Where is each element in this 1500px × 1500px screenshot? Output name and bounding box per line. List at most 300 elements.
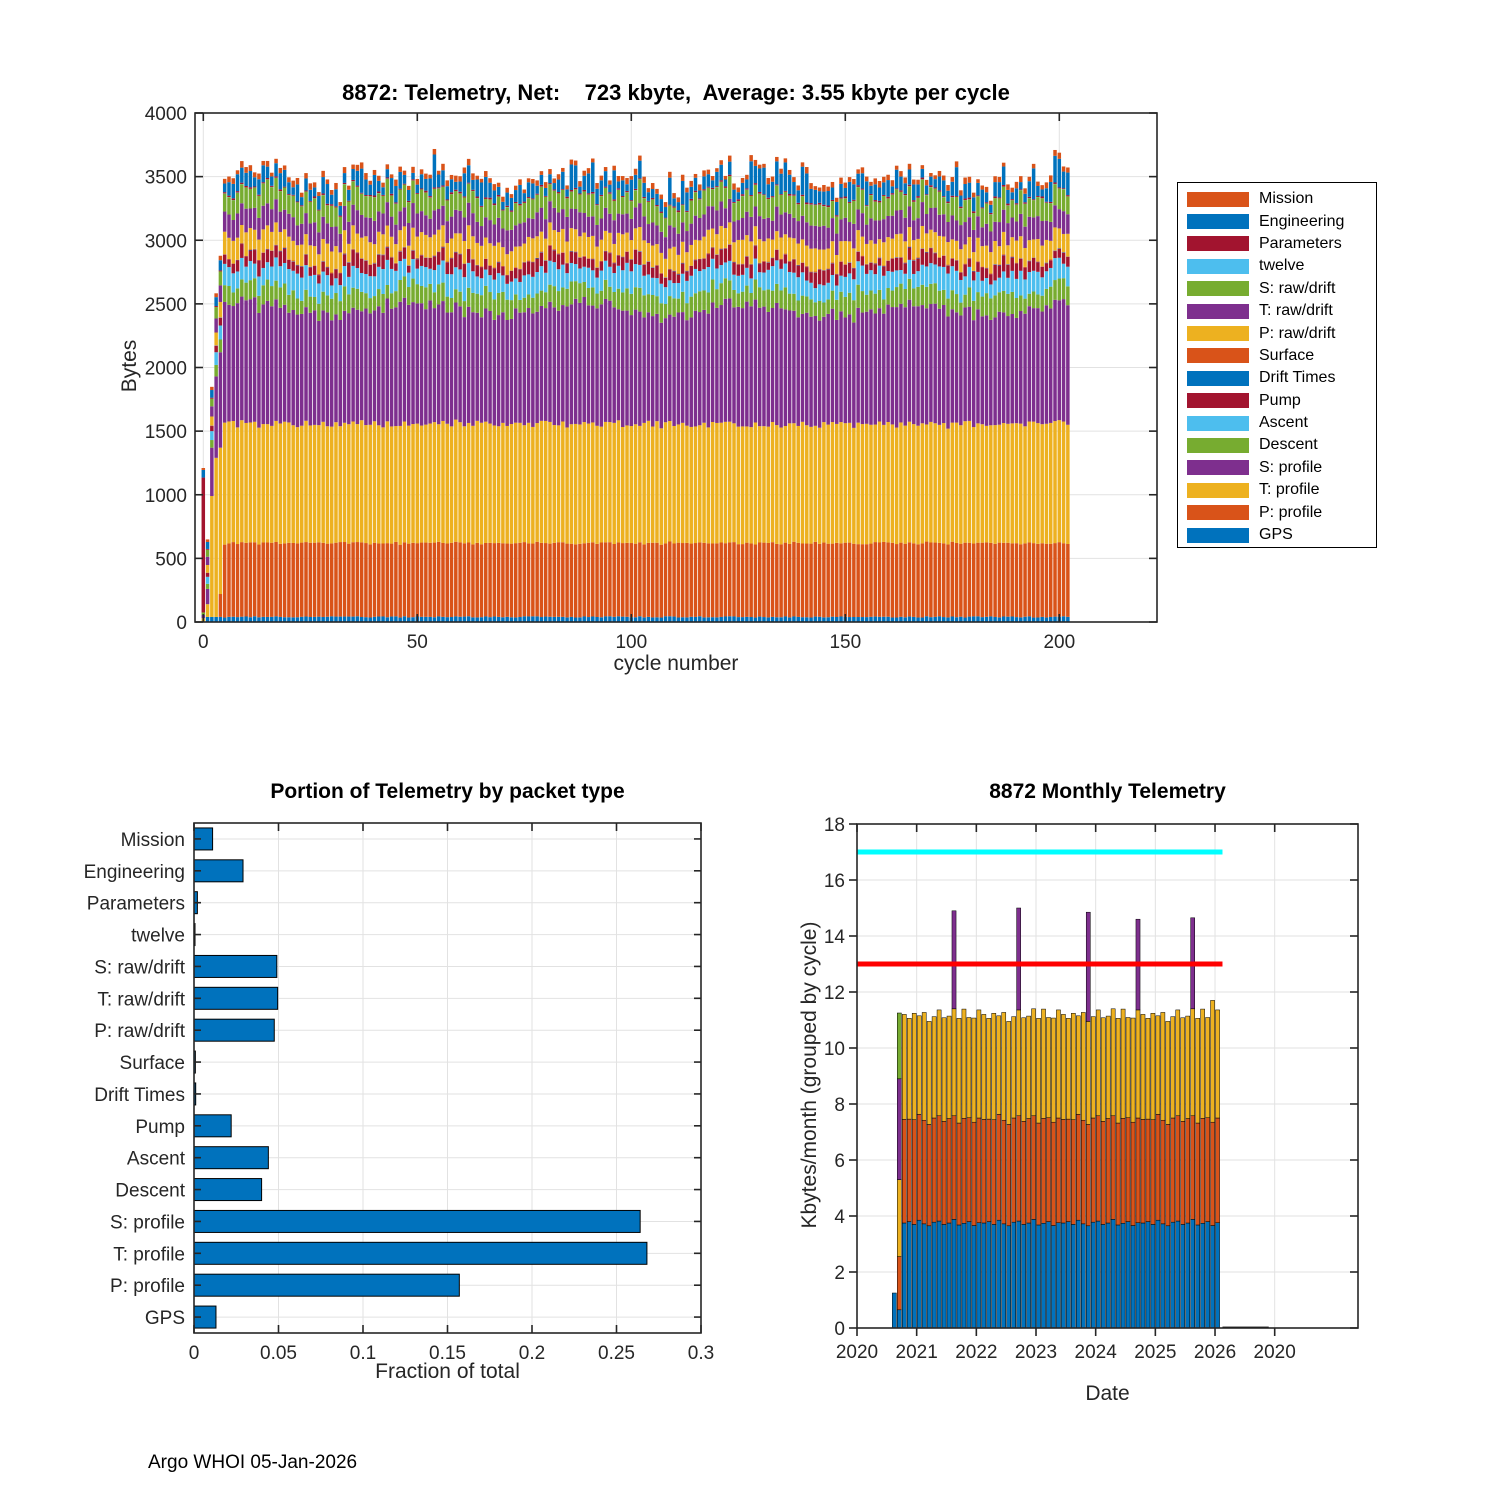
bar-segment-P: profile — [565, 544, 569, 618]
bar-segment-Engineering — [441, 170, 445, 185]
bar-segment-P: profile — [916, 544, 920, 617]
bar-segment-S: raw/drift — [694, 192, 698, 215]
bar-segment-S: profile — [334, 314, 338, 422]
bar-segment-T: profile — [1049, 423, 1053, 544]
bar-segment-S: profile — [741, 308, 745, 426]
fraction-bar-T: profile — [194, 1242, 647, 1264]
bar-segment-Surface — [561, 252, 565, 253]
bar-segment-P: profile — [544, 543, 548, 617]
bar-segment-Ascent — [309, 276, 313, 297]
bar-segment-P: profile — [681, 543, 685, 617]
bar-segment-Parameters — [313, 196, 317, 198]
bar-segment-Pump — [818, 270, 822, 285]
bar-segment-P: raw/drift — [955, 241, 959, 260]
bar-segment-T: raw/drift — [1019, 214, 1023, 236]
bar-segment-Parameters — [356, 186, 360, 187]
bar-segment-P: profile — [398, 545, 402, 618]
bar-segment-S: profile — [698, 312, 702, 425]
bar-segment-S: raw/drift — [959, 208, 963, 225]
bar-segment-T: profile — [861, 424, 865, 544]
bar-segment-P: profile — [814, 542, 818, 617]
bar-segment-P: profile — [428, 543, 432, 617]
bar-segment-Pump — [916, 259, 920, 272]
bar-segment-Parameters — [1040, 196, 1044, 198]
month-bar-segment — [1191, 1009, 1195, 1116]
bar-segment-Parameters — [540, 185, 544, 187]
bar-segment-Parameters — [942, 196, 946, 197]
bar-segment-T: raw/drift — [681, 222, 685, 241]
bar-segment-Pump — [1036, 262, 1040, 272]
bar-segment-T: raw/drift — [240, 203, 244, 225]
bar-segment-Pump — [814, 273, 818, 288]
bar-segment-Parameters — [741, 194, 745, 196]
bar-segment-Surface — [719, 248, 723, 249]
bar-segment-S: raw/drift — [809, 205, 813, 226]
month-bar-segment — [1007, 1021, 1011, 1124]
bar-segment-Ascent — [514, 278, 518, 294]
bar-segment-S: profile — [660, 323, 664, 429]
bar-segment-Parameters — [831, 200, 835, 201]
bar-segment-Parameters — [227, 196, 231, 197]
bar-segment-Parameters — [865, 205, 869, 206]
bar-segment-P: raw/drift — [510, 251, 513, 270]
bar-segment-P: profile — [724, 543, 728, 616]
bar-segment-S: profile — [446, 313, 450, 424]
bar-segment-Descent — [929, 284, 933, 304]
bar-segment-S: profile — [339, 320, 343, 426]
x-tick-label: 2025 — [1134, 1342, 1177, 1363]
bar-segment-Mission — [411, 167, 415, 173]
bar-segment-S: raw/drift — [1002, 187, 1006, 210]
bar-segment-P: raw/drift — [651, 246, 655, 268]
bar-segment-S: profile — [484, 308, 488, 421]
bar-segment-Mission — [540, 171, 544, 175]
bar-segment-Mission — [544, 182, 548, 188]
month-bar-segment — [1141, 1014, 1145, 1119]
bar-segment-Mission — [561, 168, 565, 172]
bar-segment-GPS — [544, 617, 548, 622]
bar-segment-S: profile — [711, 302, 715, 422]
bar-segment-Engineering — [724, 179, 728, 186]
bar-segment-Pump — [364, 261, 368, 274]
bar-segment-P: raw/drift — [784, 234, 788, 253]
bar-segment-Mission — [933, 175, 937, 179]
bar-segment-Pump — [963, 264, 967, 276]
bar-segment-Mission — [655, 189, 659, 194]
bar-segment-Parameters — [206, 549, 210, 550]
bar-segment-S: raw/drift — [715, 187, 719, 210]
fraction-bar-S: profile — [194, 1210, 640, 1232]
bar-segment-Descent — [368, 298, 372, 313]
bar-segment-P: profile — [274, 542, 278, 616]
bar-segment-T: raw/drift — [732, 222, 736, 243]
bar-segment-Engineering — [903, 183, 907, 194]
bar-segment-Parameters — [796, 203, 800, 204]
bar-segment-Descent — [253, 278, 257, 297]
bar-segment-Parameters — [279, 189, 283, 191]
bar-segment-Ascent — [651, 278, 655, 295]
bar-segment-T: profile — [805, 425, 809, 543]
bar-segment-Descent — [531, 298, 535, 314]
legend-swatch — [1187, 281, 1249, 296]
bar-segment-S: profile — [942, 305, 946, 423]
bar-segment-Descent — [1028, 294, 1032, 306]
month-bar-segment — [1051, 1226, 1055, 1328]
legend-label: P: raw/drift — [1259, 324, 1336, 342]
bar-segment-P: profile — [240, 542, 244, 617]
bar-segment-P: profile — [1040, 543, 1044, 617]
x-tick-label: 200 — [1043, 632, 1076, 653]
bar-segment-P: raw/drift — [814, 248, 818, 271]
bar-segment-S: raw/drift — [891, 195, 895, 216]
bar-segment-T: profile — [942, 423, 946, 543]
bar-segment-P: profile — [634, 544, 638, 618]
bar-segment-GPS — [608, 616, 612, 622]
bar-segment-Mission — [497, 183, 501, 187]
bar-segment-Mission — [463, 168, 467, 174]
bar-segment-Pump — [518, 269, 522, 282]
bar-segment-Descent — [1045, 289, 1049, 305]
bar-segment-S: profile — [998, 312, 1002, 425]
month-bar-segment — [1146, 1222, 1150, 1328]
bar-segment-P: raw/drift — [240, 225, 244, 243]
bar-segment-Ascent — [660, 284, 664, 304]
bar-segment-Descent — [514, 294, 518, 308]
bar-segment-P: raw/drift — [788, 237, 792, 261]
bar-segment-P: raw/drift — [677, 255, 681, 274]
bar-segment-S: profile — [754, 300, 758, 423]
bar-segment-S: profile — [642, 317, 646, 422]
month-bar-segment — [937, 1010, 941, 1116]
bar-segment-P: profile — [484, 543, 488, 616]
bar-segment-P: raw/drift — [527, 237, 531, 261]
month-bar-segment — [997, 1220, 1001, 1328]
bar-segment-Descent — [236, 288, 240, 303]
bar-segment-T: profile — [758, 426, 762, 542]
bar-segment-P: raw/drift — [565, 242, 569, 263]
bar-segment-Engineering — [719, 165, 723, 180]
bar-segment-P: profile — [899, 543, 903, 617]
month-bar-segment — [1176, 1010, 1180, 1116]
bar-segment-T: raw/drift — [386, 202, 390, 225]
bar-segment-Surface — [574, 251, 578, 252]
bar-segment-Mission — [266, 161, 270, 167]
bar-segment-Surface — [390, 257, 394, 258]
bar-segment-T: profile — [433, 422, 437, 542]
bar-segment-S: raw/drift — [651, 200, 655, 223]
bar-segment-Engineering — [600, 180, 604, 195]
bar-segment-P: raw/drift — [959, 249, 963, 272]
bar-segment-S: raw/drift — [882, 196, 886, 219]
bar-segment-Parameters — [274, 176, 278, 177]
bar-segment-Engineering — [856, 174, 860, 186]
month-bar-segment — [1146, 1018, 1150, 1119]
bar-segment-Ascent — [600, 271, 604, 291]
y-tick-label: 10 — [823, 1039, 845, 1060]
bar-segment-Mission — [351, 165, 355, 169]
bar-segment-P: raw/drift — [719, 226, 723, 248]
bar-segment-Descent — [630, 294, 634, 315]
bar-segment-Descent — [844, 297, 848, 318]
bar-segment-Mission — [274, 159, 278, 163]
bar-segment-S: profile — [591, 306, 595, 423]
bar-segment-Parameters — [638, 178, 642, 179]
bar-segment-Ascent — [420, 266, 424, 286]
bar-segment-Parameters — [694, 191, 698, 192]
bar-segment-P: profile — [865, 544, 869, 617]
bar-segment-Pump — [227, 259, 231, 267]
bar-segment-P: profile — [257, 545, 261, 618]
bar-segment-S: raw/drift — [989, 214, 993, 231]
bar-segment-Surface — [767, 262, 771, 263]
bar-segment-P: profile — [1045, 544, 1049, 618]
bar-segment-Engineering — [454, 182, 458, 190]
month-bar-segment — [1106, 1016, 1110, 1118]
month-bar-segment — [1211, 1122, 1215, 1225]
bar-segment-Pump — [266, 249, 270, 262]
bar-segment-Surface — [779, 259, 783, 260]
y-tick-label: 500 — [155, 549, 187, 571]
bar-segment-S: raw/drift — [737, 201, 741, 220]
bar-segment-Surface — [321, 261, 325, 262]
bar-segment-Parameters — [916, 196, 920, 198]
bar-segment-Descent — [946, 299, 950, 317]
legend-item-mission — [1178, 188, 1376, 210]
bar-segment-Pump — [313, 266, 317, 275]
bar-segment-S: raw/drift — [561, 190, 565, 209]
bar-segment-Surface — [737, 264, 741, 265]
category-label: S: profile — [110, 1212, 185, 1234]
bar-segment-S: profile — [651, 316, 655, 426]
bar-segment-P: raw/drift — [1053, 227, 1057, 250]
bar-segment-Mission — [719, 160, 723, 165]
month-bar-segment — [1131, 1122, 1135, 1225]
bar-segment-S: profile — [488, 311, 492, 424]
bar-segment-Descent — [796, 301, 800, 318]
bar-segment-Parameters — [202, 478, 206, 613]
bar-segment-Descent — [732, 290, 736, 307]
bar-segment-P: raw/drift — [343, 230, 347, 253]
bar-segment-Pump — [903, 263, 907, 274]
bar-segment-Ascent — [749, 278, 753, 293]
bar-segment-Ascent — [968, 267, 972, 288]
bar-segment-S: raw/drift — [933, 189, 937, 208]
bar-segment-S: raw/drift — [814, 205, 818, 226]
bar-segment-P: profile — [852, 544, 856, 617]
bar-segment-S: raw/drift — [647, 202, 651, 224]
month-bar-segment — [1216, 1118, 1220, 1223]
bar-segment-Mission — [574, 161, 578, 166]
bar-segment-Parameters — [852, 200, 856, 201]
bar-segment-Pump — [433, 256, 437, 270]
month-bar-segment — [1131, 1226, 1135, 1328]
bar-segment-Mission — [296, 178, 300, 184]
bar-segment-Mission — [484, 171, 488, 177]
bar-segment-Pump — [981, 267, 985, 281]
bar-segment-Ascent — [416, 269, 420, 285]
bar-segment-GPS — [377, 617, 381, 622]
bar-segment-P: profile — [835, 543, 839, 617]
bar-segment-Descent — [334, 293, 338, 314]
portion-chart-xlabel: Fraction of total — [375, 1360, 520, 1383]
bar-segment-S: profile — [749, 306, 753, 427]
bar-segment-Mission — [865, 177, 869, 182]
bar-segment-Engineering — [557, 180, 561, 192]
bar-segment-S: profile — [535, 312, 539, 423]
bar-segment-P: profile — [668, 541, 672, 616]
bar-segment-Surface — [411, 250, 415, 251]
bar-segment-Ascent — [240, 258, 244, 279]
month-bar-segment — [1036, 1225, 1040, 1328]
bar-segment-P: profile — [1023, 543, 1027, 616]
bar-segment-Descent — [493, 299, 497, 319]
bar-segment-Descent — [762, 290, 766, 306]
bar-segment-P: raw/drift — [266, 225, 270, 248]
month-bar-segment — [1196, 1123, 1200, 1225]
bar-segment-Ascent — [210, 431, 214, 440]
bar-segment-T: raw/drift — [334, 227, 338, 247]
bar-segment-Mission — [839, 178, 843, 184]
bar-segment-Pump — [621, 257, 625, 270]
bar-segment-Parameters — [446, 199, 450, 200]
bar-segment-T: profile — [428, 424, 432, 543]
bar-segment-P: profile — [715, 543, 719, 617]
bar-segment-Engineering — [574, 165, 578, 188]
bar-segment-P: raw/drift — [668, 249, 672, 270]
bar-segment-T: raw/drift — [291, 217, 295, 241]
bar-segment-S: profile — [963, 307, 967, 421]
bar-segment-T: raw/drift — [878, 220, 882, 239]
bar-segment-Pump — [822, 271, 826, 286]
bar-segment-Engineering — [467, 165, 471, 182]
bar-segment-T: profile — [390, 426, 394, 543]
bar-segment-Descent — [416, 284, 420, 303]
bar-segment-S: profile — [874, 313, 878, 424]
bar-segment-Engineering — [373, 175, 377, 196]
bar-segment-Engineering — [1006, 190, 1010, 204]
bar-segment-T: profile — [835, 424, 839, 543]
bar-segment-Parameters — [411, 179, 415, 180]
bar-segment-Parameters — [608, 192, 612, 193]
y-tick-label: 2500 — [144, 294, 187, 316]
bar-segment-Engineering — [651, 189, 655, 198]
bar-segment-Pump — [681, 263, 685, 273]
bar-segment-Pump — [938, 258, 942, 267]
bar-segment-S: profile — [467, 307, 471, 423]
bar-segment-T: profile — [981, 424, 985, 542]
bar-segment-P: raw/drift — [467, 225, 471, 249]
bar-segment-P: profile — [921, 543, 925, 617]
bar-segment-Parameters — [463, 196, 467, 197]
bar-segment-Engineering — [463, 173, 467, 196]
portion-chart-title: Portion of Telemetry by packet type — [270, 780, 625, 803]
bar-segment-S: profile — [475, 313, 479, 421]
bar-segment-S: raw/drift — [386, 179, 390, 202]
bar-segment-S: raw/drift — [1010, 200, 1014, 217]
bar-segment-Engineering — [287, 182, 291, 194]
bar-segment-Engineering — [805, 173, 809, 202]
bar-segment-T: profile — [364, 425, 368, 543]
bar-segment-S: profile — [531, 313, 535, 427]
bar-segment-S: raw/drift — [625, 192, 629, 213]
bar-segment-T: raw/drift — [420, 211, 424, 232]
bar-segment-Ascent — [711, 259, 715, 280]
bar-segment-P: profile — [317, 542, 321, 616]
bar-segment-Descent — [471, 293, 475, 312]
bar-segment-Engineering — [981, 190, 985, 208]
bar-segment-Pump — [535, 258, 539, 272]
bar-segment-Parameters — [386, 177, 390, 178]
bar-segment-Descent — [689, 297, 693, 318]
bar-segment-GPS — [304, 617, 308, 622]
bar-segment-Parameters — [655, 205, 659, 206]
bar-segment-T: raw/drift — [869, 218, 873, 240]
bar-segment-T: raw/drift — [326, 223, 330, 243]
month-bar-segment — [992, 1224, 996, 1328]
bar-segment-Descent — [232, 292, 236, 306]
bar-segment-S: raw/drift — [1045, 203, 1049, 221]
bar-segment-Ascent — [266, 262, 270, 279]
bar-segment-Descent — [989, 298, 993, 320]
bar-segment-Descent — [287, 295, 291, 313]
bar-segment-GPS — [437, 616, 441, 622]
bar-segment-P: raw/drift — [326, 244, 330, 267]
bar-segment-Engineering — [861, 173, 865, 188]
bar-segment-Engineering — [946, 191, 950, 202]
bar-segment-Engineering — [1040, 189, 1044, 196]
bar-segment-Ascent — [805, 281, 809, 297]
bar-segment-S: raw/drift — [548, 184, 552, 201]
bar-segment-T: profile — [548, 422, 552, 544]
bar-segment-P: profile — [475, 543, 479, 618]
bar-segment-Engineering — [270, 176, 274, 185]
bar-segment-S: raw/drift — [591, 194, 595, 217]
bar-segment-Descent — [955, 294, 959, 312]
bar-segment-T: profile — [407, 426, 411, 544]
bar-segment-S: raw/drift — [411, 181, 415, 203]
bar-segment-T: raw/drift — [822, 226, 826, 250]
bar-segment-T: raw/drift — [968, 217, 972, 237]
legend-swatch — [1187, 348, 1249, 363]
bar-segment-P: raw/drift — [1066, 234, 1070, 257]
bar-segment-P: profile — [553, 543, 557, 617]
bar-segment-T: raw/drift — [527, 218, 531, 237]
bar-segment-Mission — [749, 155, 753, 161]
bar-segment-T: profile — [510, 424, 513, 544]
bar-segment-Parameters — [565, 197, 569, 199]
bar-segment-Mission — [762, 164, 766, 168]
bar-segment-Mission — [972, 193, 976, 198]
bar-segment-T: profile — [600, 427, 604, 543]
bar-segment-Engineering — [283, 170, 287, 187]
bar-segment-Engineering — [279, 173, 283, 189]
bar-segment-Ascent — [557, 269, 561, 291]
month-bar-segment — [1176, 1221, 1180, 1328]
bar-segment-T: raw/drift — [428, 219, 432, 238]
bar-segment-Descent — [899, 284, 903, 304]
bar-segment-Parameters — [377, 191, 381, 193]
bar-segment-Descent — [505, 300, 509, 320]
bar-segment-Surface — [403, 247, 407, 248]
bar-segment-P: profile — [856, 544, 860, 617]
bar-segment-Descent — [227, 286, 231, 305]
bar-segment-Pump — [232, 264, 236, 274]
bar-segment-Descent — [775, 284, 779, 303]
bar-segment-T: raw/drift — [792, 218, 796, 238]
bar-segment-Mission — [779, 169, 783, 174]
bar-segment-Surface — [360, 258, 364, 259]
bar-segment-T: profile — [377, 425, 381, 543]
